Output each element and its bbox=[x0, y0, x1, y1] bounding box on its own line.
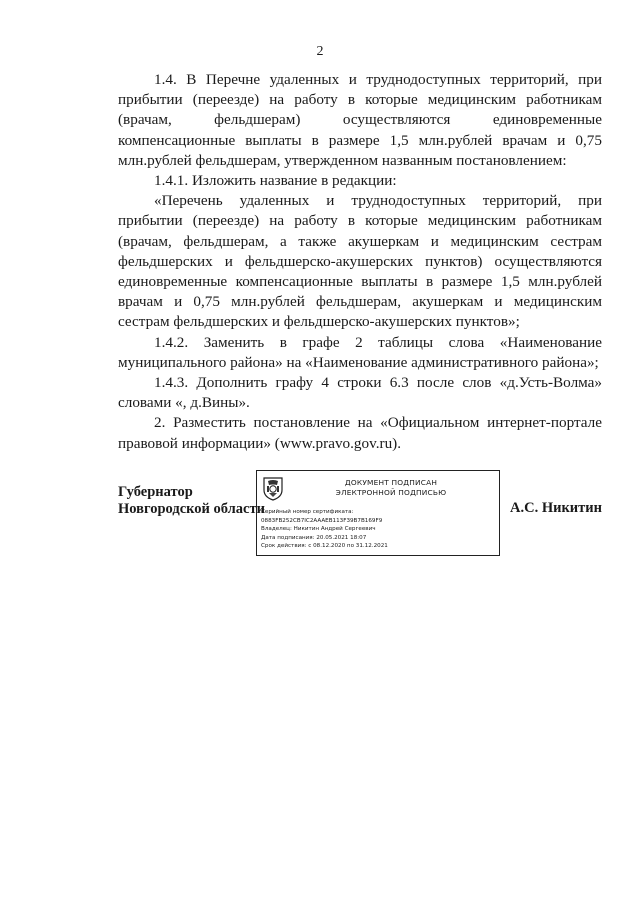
paragraph-1-4: 1.4. В Перечне удаленных и труднодоступных территорий, при прибытии (переезде) на работу в которые медицинским работникам (врачам, фельдшерам) осуществляются единовременные компенсационные выплаты в размере 1,5 млн.рублей врачам и 0,75 млн.рублей фельдшерам, утвержденном названным постановлением: bbox=[118, 71, 602, 169]
signatory-title-line1: Губернатор bbox=[118, 484, 193, 500]
document-body bbox=[118, 70, 602, 454]
paragraph-quoted-title: «Перечень удаленных и труднодоступных территорий, при прибытии (переезде) на работу в которые медицинским работникам (врачам, фельдшерам, а также акушеркам и медицинским сестрам фельдшерских и фельдшерско-акушерских пунктов) осуществляются единовременные компенсационные выплаты в размере 1,5 млн.рублей врачам и 0,75 млн.рублей фельдшерам, акушеркам и медицинским сестрам фельдшерских и фельдшерско-акушерских пунктов»; bbox=[118, 192, 602, 331]
certificate-owner: Владелец: Никитин Андрей Сергеевич bbox=[261, 526, 376, 533]
coat-of-arms-icon bbox=[262, 475, 284, 501]
page-number: 2 bbox=[316, 44, 324, 59]
signer-name: А.С. Никитин bbox=[510, 500, 602, 516]
certificate-number: 0883FB252CB7IC2AAAEB113F39B7B169F9 bbox=[261, 517, 383, 524]
electronic-signature-stamp bbox=[256, 470, 500, 556]
paragraph-1-4-1: 1.4.1. Изложить название в редакции: bbox=[154, 172, 397, 190]
certificate-label: Серийный номер сертификата: bbox=[261, 509, 354, 515]
stamp-header bbox=[291, 478, 491, 498]
stamp-header-line1: ДОКУМЕНТ ПОДПИСАН bbox=[344, 478, 438, 487]
certificate-validity: Срок действия: с 08.12.2020 по 31.12.2021 bbox=[261, 543, 388, 550]
paragraph-1-4-2: 1.4.2. Заменить в графе 2 таблицы слова «Наименование муниципального района» на «Наименование административного района»; bbox=[118, 333, 602, 371]
paragraph-1-4-3: 1.4.3. Дополнить графу 4 строки 6.3 после слов «д.Усть-Волма» словами «, д.Вины». bbox=[118, 374, 602, 412]
signing-date: Дата подписания: 20.05.2021 18:07 bbox=[261, 534, 367, 541]
signature-block bbox=[118, 470, 602, 558]
signatory-title-line2: Новгородской области bbox=[118, 501, 265, 517]
paragraph-2: 2. Разместить постановление на «Официальном интернет-портале правовой информации» (www.pravo.gov.ru). bbox=[118, 414, 602, 452]
stamp-details bbox=[261, 508, 497, 551]
stamp-header-line2: ЭЛЕКТРОННОЙ ПОДПИСЬЮ bbox=[335, 488, 447, 497]
signatory-title bbox=[118, 484, 265, 518]
